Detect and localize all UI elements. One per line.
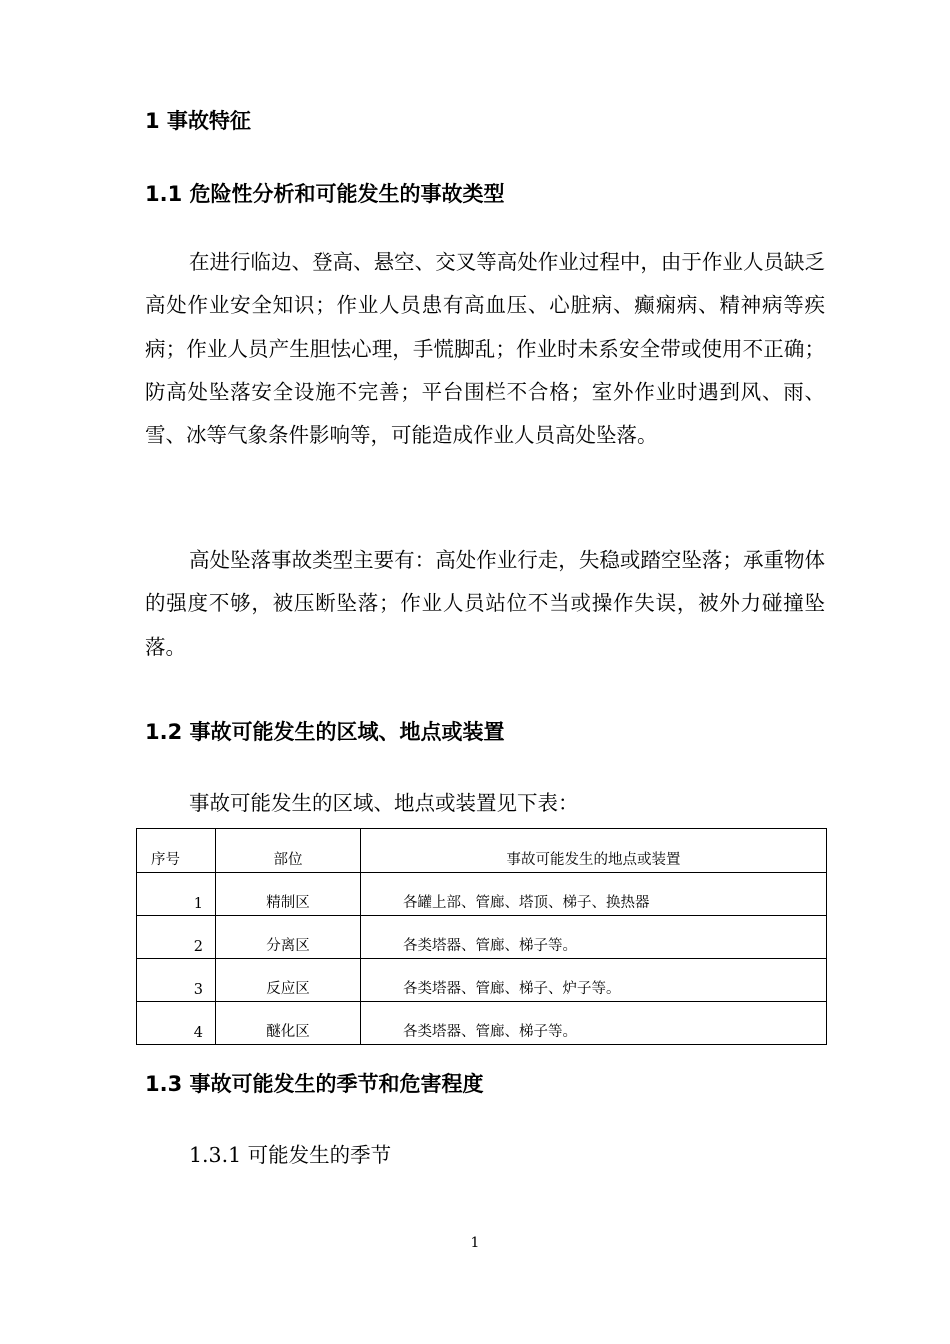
subheading-1-3-1: 1.3.1 可能发生的季节 [189,1143,392,1167]
table-header-row [137,829,827,873]
cell-location: 各罐上部、管廊、塔顶、梯子、换热器 [361,873,827,916]
cell-index: 1 [137,873,216,916]
accident-location-table [136,828,827,1045]
cell-area: 分离区 [216,916,361,959]
header-location: 事故可能发生的地点或装置 [361,829,827,873]
page-number: 1 [470,1235,480,1251]
header-area: 部位 [216,829,361,873]
cell-area: 反应区 [216,959,361,1002]
heading-1-2: 1.2 事故可能发生的区域、地点或装置 [145,720,505,744]
cell-index: 3 [137,959,216,1002]
cell-location: 各类塔器、管廊、梯子等。 [361,1002,827,1045]
cell-area: 精制区 [216,873,361,916]
paragraph-hazard-analysis: 在进行临边、登高、悬空、交叉等高处作业过程中，由于作业人员缺乏高处作业安全知识；作业人员患有高血压、心脏病、癫痫病、精神病等疾病；作业人员产生胆怯心理，手慌脚乱；作业时未系安全带或使用不正确；防高处坠落安全设施不完善；平台围栏不合格；室外作业时遇到风、雨、雪、冰等气象条件影响等，可能造成作业人员高处坠落。 [145,250,825,448]
table-row [137,959,827,1002]
paragraph-accident-types: 高处坠落事故类型主要有：高处作业行走，失稳或踏空坠落；承重物体的强度不够，被压断坠落；作业人员站位不当或操作失误，被外力碰撞坠落。 [145,548,825,659]
table-row [137,916,827,959]
cell-index: 2 [137,916,216,959]
cell-location: 各类塔器、管廊、梯子、炉子等。 [361,959,827,1002]
table-row [137,873,827,916]
table-intro-text: 事故可能发生的区域、地点或装置见下表： [189,791,579,815]
cell-index: 4 [137,1002,216,1045]
table-row [137,1002,827,1045]
cell-area: 醚化区 [216,1002,361,1045]
heading-1: 1 事故特征 [145,109,251,133]
header-index: 序号 [137,829,216,873]
cell-location: 各类塔器、管廊、梯子等。 [361,916,827,959]
heading-1-1: 1.1 危险性分析和可能发生的事故类型 [145,182,505,206]
heading-1-3: 1.3 事故可能发生的季节和危害程度 [145,1072,484,1096]
